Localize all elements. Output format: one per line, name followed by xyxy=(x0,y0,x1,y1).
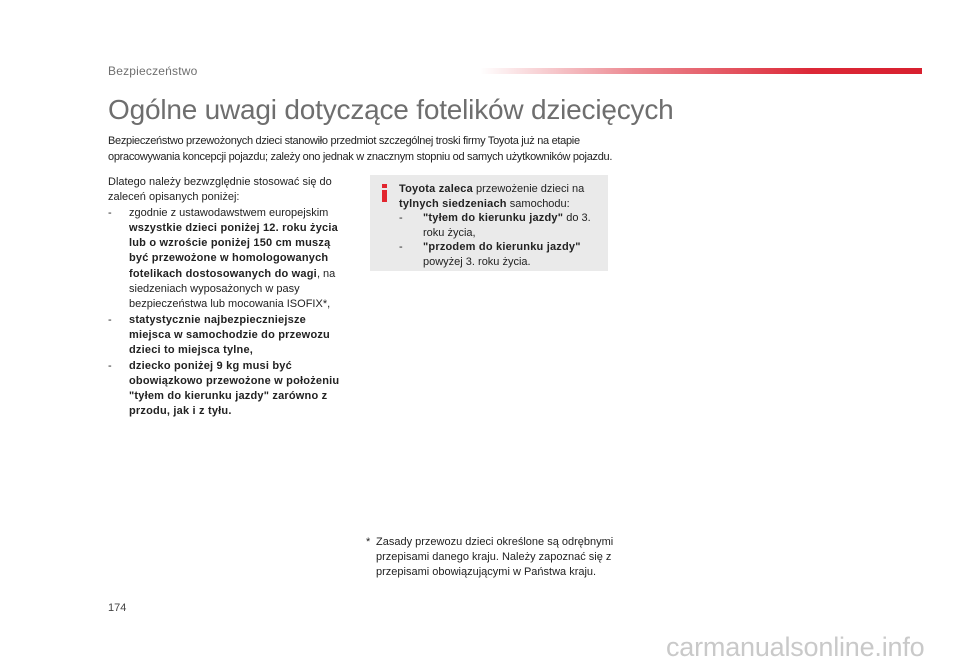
list-item xyxy=(108,359,348,420)
list-dash: - xyxy=(108,359,112,372)
list-item xyxy=(108,313,348,359)
list-item xyxy=(399,211,604,240)
list-item-text-bold: dziecko poniżej 9 kg musi być obowiązkowo przewożone w położeniu "tyłem do kierunku jazdy" zarówno z przodu, jak i z tyłu. xyxy=(129,359,340,418)
list-dash: - xyxy=(399,241,403,253)
intro-paragraph: Bezpieczeństwo przewożonych dzieci stanowiło przedmiot szczególnej troski firmy Toyota już na etapie opracowywania koncepcji pojazdu; zależy ono jednak w znacznym stopniu od samych użytkowników pojazdu. xyxy=(108,135,613,163)
info-item-bold: "tyłem do kierunku jazdy" xyxy=(423,212,564,224)
info-list xyxy=(399,211,604,269)
list-dash: - xyxy=(108,206,112,219)
list-dash: - xyxy=(399,212,403,224)
list-dash: - xyxy=(108,313,112,326)
footnote-text: Zasady przewozu dzieci określone są odrębnymi przepisami danego kraju. Należy zapoznać się z przepisami obowiązującymi w Państwa kraju. xyxy=(376,536,614,578)
list-item-text-plain: , na siedzeniach wyposażonych w pasy bezpieczeństwa lub mocowania ISOFIX*, xyxy=(129,267,336,311)
page-number: 174 xyxy=(108,602,127,614)
info-item-plain: do 3. roku życia, xyxy=(423,212,591,239)
footnote xyxy=(366,535,616,580)
header-accent-bar xyxy=(480,68,922,74)
info-text xyxy=(399,182,604,269)
list-item xyxy=(399,240,604,269)
info-plain: przewożenie dzieci na xyxy=(472,183,585,195)
list-item-text-bold: statystycznie najbezpieczniejsze miejsca w samochodzie do przewozu dzieci to miejsca tylne, xyxy=(129,313,330,357)
list-item-text-bold: wszystkie dzieci poniżej 12. roku życia lub o wzroście poniżej 150 cm muszą być przewożone w homologowanych fotelikach dostosowanych do wagi xyxy=(129,221,338,280)
info-item-plain: powyżej 3. roku życia. xyxy=(423,255,531,268)
info-plain: samochodu: xyxy=(506,197,570,210)
watermark: carmanualsonline.info xyxy=(666,632,925,662)
info-icon xyxy=(380,184,390,202)
info-item-bold: "przodem do kierunku jazdy" xyxy=(423,241,581,253)
page-title: Ogólne uwagi dotyczące fotelików dziecięcych xyxy=(108,94,674,125)
info-bold: tylnych siedzeniach xyxy=(399,197,507,210)
list-item xyxy=(108,206,348,313)
list-item-text-plain: zgodnie z ustawodawstwem europejskim xyxy=(129,206,329,219)
recommendations-lead: Dlatego należy bezwzględnie stosować się do zaleceń opisanych poniżej: xyxy=(108,176,332,204)
info-bold: Toyota zaleca xyxy=(399,183,473,195)
section-label: Bezpieczeństwo xyxy=(108,64,198,78)
info-box xyxy=(370,175,608,271)
footnote-marker: * xyxy=(366,536,371,548)
recommendations-list xyxy=(108,206,348,420)
recommendations-column xyxy=(108,175,348,420)
